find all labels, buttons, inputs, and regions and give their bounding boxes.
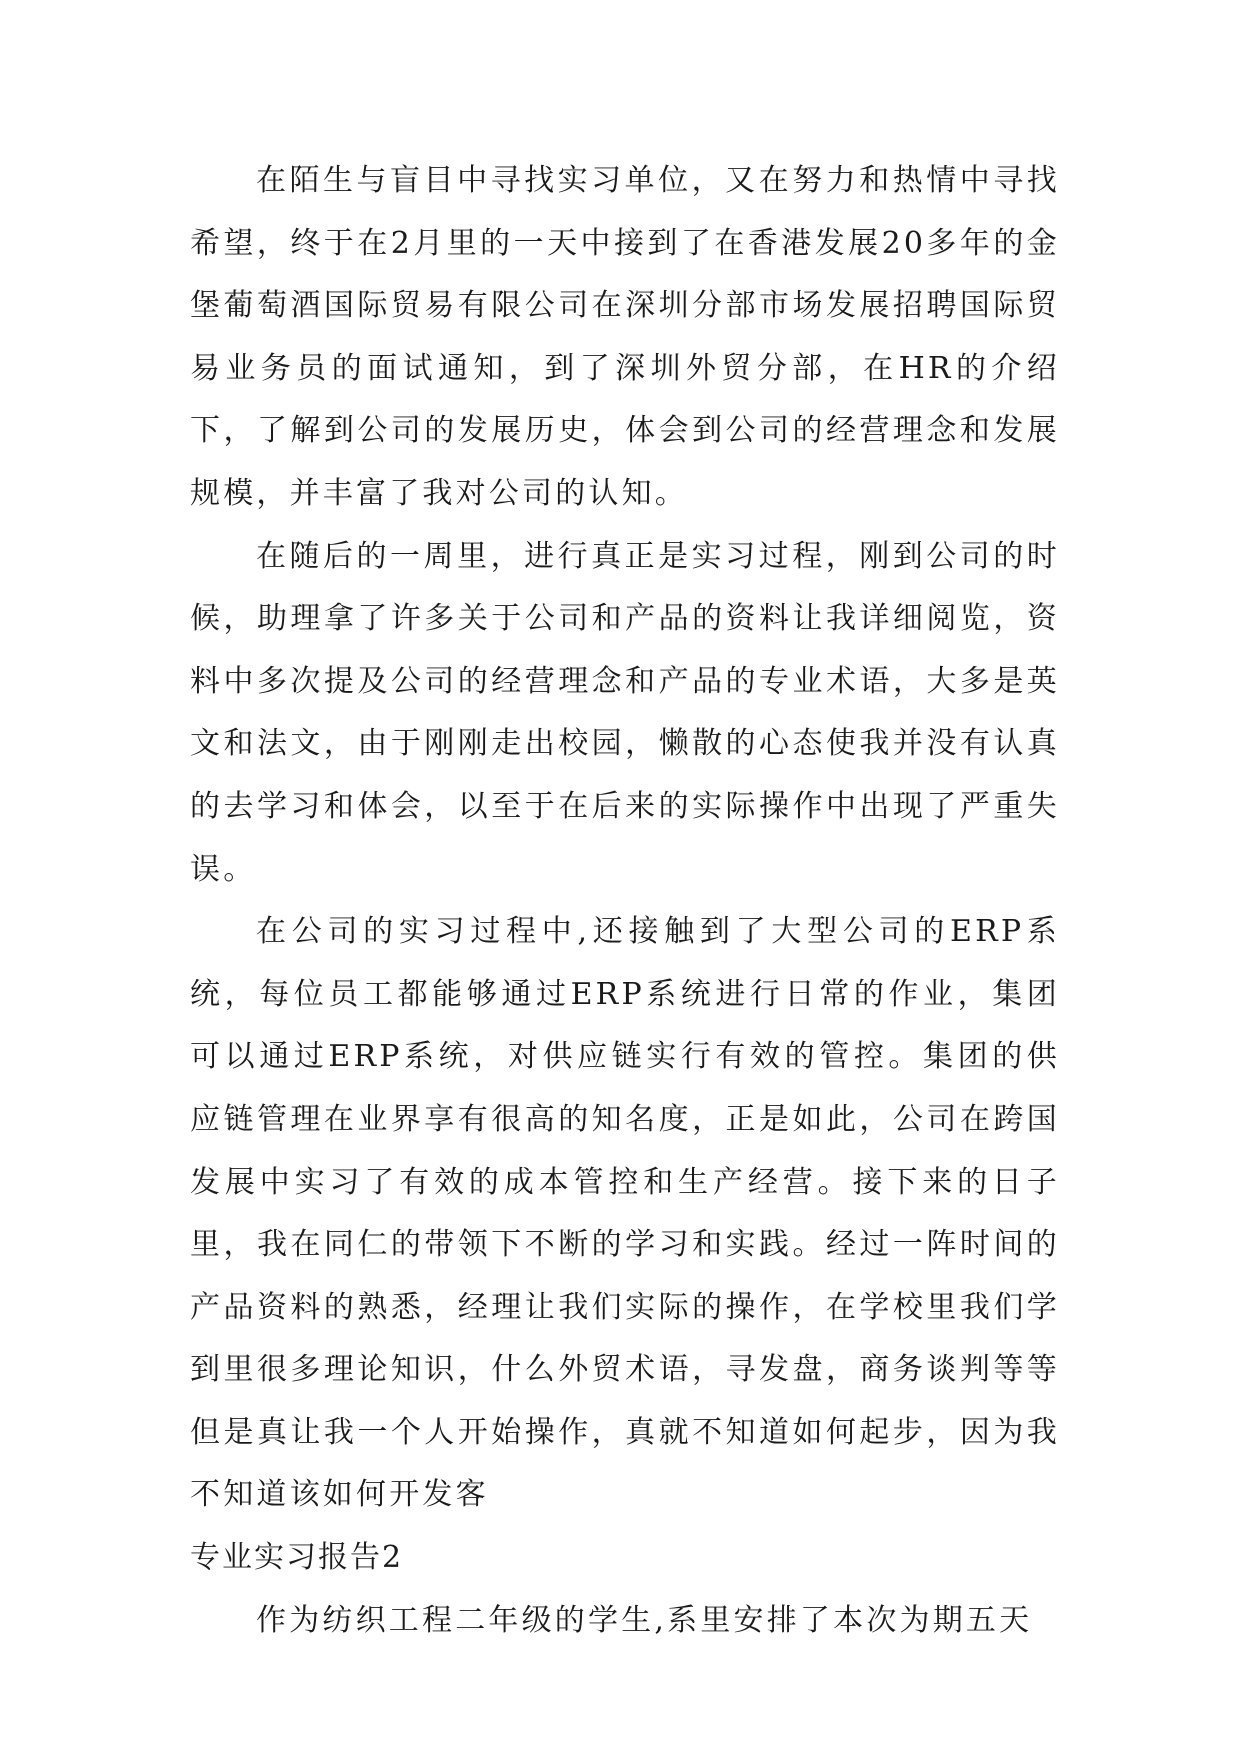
body-paragraph-2: 在随后的一周里，进行真正是实习过程，刚到公司的时候，助理拿了许多关于公司和产品的资料让我详细阅览，资料中多次提及公司的经营理念和产品的专业术语，大多是英文和法文，由于刚刚走出校园，懒散的心态使我并没有认真的去学习和体会，以至于在后来的实际操作中出现了严重失误。 xyxy=(190,538,1060,887)
section-heading: 专业实习报告2 xyxy=(190,1540,404,1576)
document-page xyxy=(190,150,1060,1652)
body-paragraph-1: 在陌生与盲目中寻找实习单位，又在努力和热情中寻找希望，终于在2月里的一天中接到了在香港发展20多年的金堡葡萄酒国际贸易有限公司在深圳分部市场发展招聘国际贸易业务员的面试通知，到了深圳外贸分部，在HR的介绍下，了解到公司的发展历史，体会到公司的经营理念和发展规模，并丰富了我对公司的认知。 xyxy=(190,163,1060,511)
body-paragraph-3: 在公司的实习过程中,还接触到了大型公司的ERP系统，每位员工都能够通过ERP系统进行日常的作业，集团可以通过ERP系统，对供应链实行有效的管控。集团的供应链管理在业界享有很高的知名度，正是如此，公司在跨国发展中实习了有效的成本管控和生产经营。接下来的日子里，我在同仁的带领下不断的学习和实践。经过一阵时间的产品资料的熟悉，经理让我们实际的操作，在学校里我们学到里很多理论知识，什么外贸术语，寻发盘，商务谈判等等但是真让我一个人开始操作，真就不知道如何起步，因为我不知道该如何开发客 xyxy=(190,914,1060,1513)
body-paragraph-4: 作为纺织工程二年级的学生,系里安排了本次为期五天 xyxy=(256,1602,1033,1638)
